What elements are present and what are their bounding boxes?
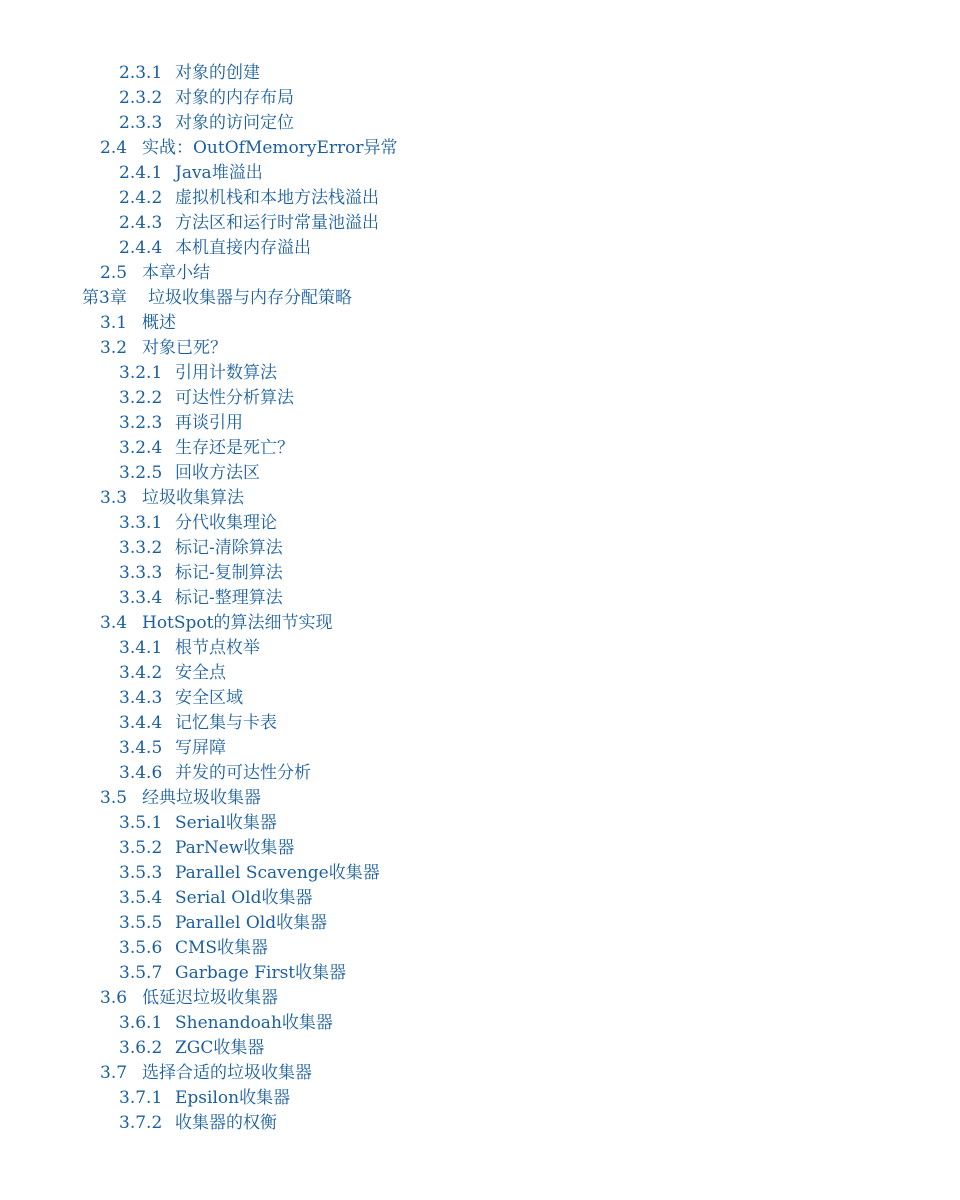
toc-entry-number: 3.5.7 <box>119 963 163 983</box>
toc-subsection-link[interactable] <box>0 61 960 86</box>
toc-entry-number: 2.4.2 <box>119 188 163 208</box>
toc-subsection-link[interactable] <box>0 86 960 111</box>
toc-entry-title: 标记-整理算法 <box>175 588 283 608</box>
toc-entry-number: 3.2.4 <box>119 438 163 458</box>
toc-entry-number: 3.4.3 <box>119 688 163 708</box>
toc-entry-number: 第3章 <box>82 288 127 308</box>
toc-subsection-link[interactable] <box>0 1011 960 1036</box>
toc-section-link[interactable] <box>0 786 960 811</box>
toc-subsection-link[interactable] <box>0 236 960 261</box>
toc-entry-number: 3.7 <box>100 1063 128 1083</box>
toc-section-link[interactable] <box>0 611 960 636</box>
toc-subsection-link[interactable] <box>0 361 960 386</box>
toc-entry-title: 收集器的权衡 <box>175 1113 277 1133</box>
toc-entry-number: 3.3.1 <box>119 513 163 533</box>
toc-entry-number: 3.5.5 <box>119 913 163 933</box>
toc-entry-title: HotSpot的算法细节实现 <box>142 613 333 633</box>
toc-section-link[interactable] <box>0 336 960 361</box>
toc-entry-number: 3.2.3 <box>119 413 163 433</box>
toc-subsection-link[interactable] <box>0 1086 960 1111</box>
toc-entry-number: 3.4.2 <box>119 663 163 683</box>
toc-subsection-link[interactable] <box>0 736 960 761</box>
toc-entry-number: 3.5.3 <box>119 863 163 883</box>
toc-entry-number: 3.2.5 <box>119 463 163 483</box>
toc-entry-title: 记忆集与卡表 <box>175 713 277 733</box>
toc-entry-title: 并发的可达性分析 <box>175 763 311 783</box>
toc-entry-title: 虚拟机栈和本地方法栈溢出 <box>175 188 379 208</box>
toc-entry-number: 2.4 <box>100 138 128 158</box>
toc-entry-title: 对象的内存布局 <box>175 88 294 108</box>
toc-subsection-link[interactable] <box>0 386 960 411</box>
toc-entry-number: 3.5.4 <box>119 888 163 908</box>
toc-entry-title: 标记-复制算法 <box>175 563 283 583</box>
toc-entry-number: 3.6.2 <box>119 1038 163 1058</box>
toc-entry-title: Parallel Old收集器 <box>175 913 328 933</box>
toc-subsection-link[interactable] <box>0 511 960 536</box>
toc-subsection-link[interactable] <box>0 111 960 136</box>
toc-entry-title: 生存还是死亡？ <box>175 438 294 458</box>
table-of-contents <box>0 61 960 1136</box>
toc-subsection-link[interactable] <box>0 561 960 586</box>
toc-entry-number: 2.4.3 <box>119 213 163 233</box>
toc-subsection-link[interactable] <box>0 961 960 986</box>
toc-entry-title: ZGC收集器 <box>175 1038 265 1058</box>
toc-subsection-link[interactable] <box>0 461 960 486</box>
toc-subsection-link[interactable] <box>0 936 960 961</box>
toc-entry-number: 3.6 <box>100 988 128 1008</box>
toc-entry-title: 低延迟垃圾收集器 <box>142 988 278 1008</box>
toc-entry-title: 根节点枚举 <box>175 638 260 658</box>
toc-entry-title: 回收方法区 <box>175 463 260 483</box>
toc-entry-title: 垃圾收集器与内存分配策略 <box>148 288 352 308</box>
toc-entry-title: 写屏障 <box>175 738 226 758</box>
toc-entry-title: Shenandoah收集器 <box>175 1013 333 1033</box>
toc-entry-title: 选择合适的垃圾收集器 <box>142 1063 312 1083</box>
toc-entry-number: 3.4.4 <box>119 713 163 733</box>
toc-entry-number: 2.5 <box>100 263 128 283</box>
toc-entry-title: CMS收集器 <box>175 938 269 958</box>
toc-entry-number: 2.4.1 <box>119 163 163 183</box>
toc-subsection-link[interactable] <box>0 436 960 461</box>
toc-section-link[interactable] <box>0 261 960 286</box>
toc-section-link[interactable] <box>0 136 960 161</box>
toc-entry-title: Java堆溢出 <box>175 163 263 183</box>
toc-entry-title: 标记-清除算法 <box>175 538 283 558</box>
toc-entry-title: 对象的创建 <box>175 63 260 83</box>
toc-subsection-link[interactable] <box>0 211 960 236</box>
toc-entry-number: 3.5.6 <box>119 938 163 958</box>
toc-subsection-link[interactable] <box>0 411 960 436</box>
toc-entry-title: 分代收集理论 <box>175 513 277 533</box>
toc-entry-number: 3.3.2 <box>119 538 163 558</box>
toc-entry-title: 可达性分析算法 <box>175 388 294 408</box>
toc-entry-number: 2.3.2 <box>119 88 163 108</box>
toc-entry-number: 3.2.1 <box>119 363 163 383</box>
toc-entry-number: 2.3.1 <box>119 63 163 83</box>
toc-entry-title: 方法区和运行时常量池溢出 <box>175 213 379 233</box>
toc-entry-number: 3.5 <box>100 788 128 808</box>
toc-entry-number: 3.5.1 <box>119 813 163 833</box>
toc-entry-number: 3.3 <box>100 488 128 508</box>
toc-subsection-link[interactable] <box>0 1111 960 1136</box>
toc-subsection-link[interactable] <box>0 636 960 661</box>
toc-subsection-link[interactable] <box>0 186 960 211</box>
toc-subsection-link[interactable] <box>0 711 960 736</box>
toc-entry-title: Garbage First收集器 <box>175 963 347 983</box>
toc-entry-title: 本章小结 <box>142 263 210 283</box>
toc-subsection-link[interactable] <box>0 1036 960 1061</box>
toc-subsection-link[interactable] <box>0 536 960 561</box>
toc-entry-title: Epsilon收集器 <box>175 1088 291 1108</box>
toc-chapter-link[interactable] <box>0 286 960 311</box>
toc-entry-number: 3.2.2 <box>119 388 163 408</box>
toc-subsection-link[interactable] <box>0 861 960 886</box>
toc-entry-title: 垃圾收集算法 <box>142 488 244 508</box>
toc-entry-title: ParNew收集器 <box>175 838 295 858</box>
toc-entry-number: 3.3.4 <box>119 588 163 608</box>
toc-subsection-link[interactable] <box>0 911 960 936</box>
toc-entry-number: 3.7.1 <box>119 1088 163 1108</box>
toc-entry-title: 实战：OutOfMemoryError异常 <box>142 138 398 158</box>
toc-entry-number: 3.6.1 <box>119 1013 163 1033</box>
toc-entry-title: 对象的访问定位 <box>175 113 294 133</box>
toc-entry-number: 3.4.5 <box>119 738 163 758</box>
toc-entry-number: 3.5.2 <box>119 838 163 858</box>
toc-subsection-link[interactable] <box>0 586 960 611</box>
toc-entry-title: 再谈引用 <box>175 413 243 433</box>
toc-subsection-link[interactable] <box>0 661 960 686</box>
toc-entry-title: Serial收集器 <box>175 813 277 833</box>
toc-section-link[interactable] <box>0 1061 960 1086</box>
toc-entry-number: 3.4 <box>100 613 128 633</box>
toc-entry-title: 经典垃圾收集器 <box>142 788 261 808</box>
toc-entry-title: 对象已死？ <box>142 338 227 358</box>
toc-entry-number: 3.7.2 <box>119 1113 163 1133</box>
toc-section-link[interactable] <box>0 986 960 1011</box>
toc-entry-number: 2.4.4 <box>119 238 163 258</box>
toc-section-link[interactable] <box>0 311 960 336</box>
toc-entry-number: 3.2 <box>100 338 128 358</box>
toc-subsection-link[interactable] <box>0 761 960 786</box>
toc-subsection-link[interactable] <box>0 836 960 861</box>
toc-entry-number: 3.3.3 <box>119 563 163 583</box>
toc-subsection-link[interactable] <box>0 811 960 836</box>
toc-entry-title: 安全区域 <box>175 688 243 708</box>
toc-entry-number: 3.4.6 <box>119 763 163 783</box>
toc-entry-title: Parallel Scavenge收集器 <box>175 863 380 883</box>
toc-subsection-link[interactable] <box>0 161 960 186</box>
toc-entry-title: 概述 <box>142 313 176 333</box>
toc-entry-number: 2.3.3 <box>119 113 163 133</box>
toc-entry-title: 引用计数算法 <box>175 363 277 383</box>
toc-entry-number: 3.4.1 <box>119 638 163 658</box>
toc-section-link[interactable] <box>0 486 960 511</box>
toc-entry-number: 3.1 <box>100 313 128 333</box>
toc-entry-title: 安全点 <box>175 663 226 683</box>
toc-subsection-link[interactable] <box>0 886 960 911</box>
toc-entry-title: 本机直接内存溢出 <box>175 238 311 258</box>
toc-subsection-link[interactable] <box>0 686 960 711</box>
toc-entry-title: Serial Old收集器 <box>175 888 313 908</box>
